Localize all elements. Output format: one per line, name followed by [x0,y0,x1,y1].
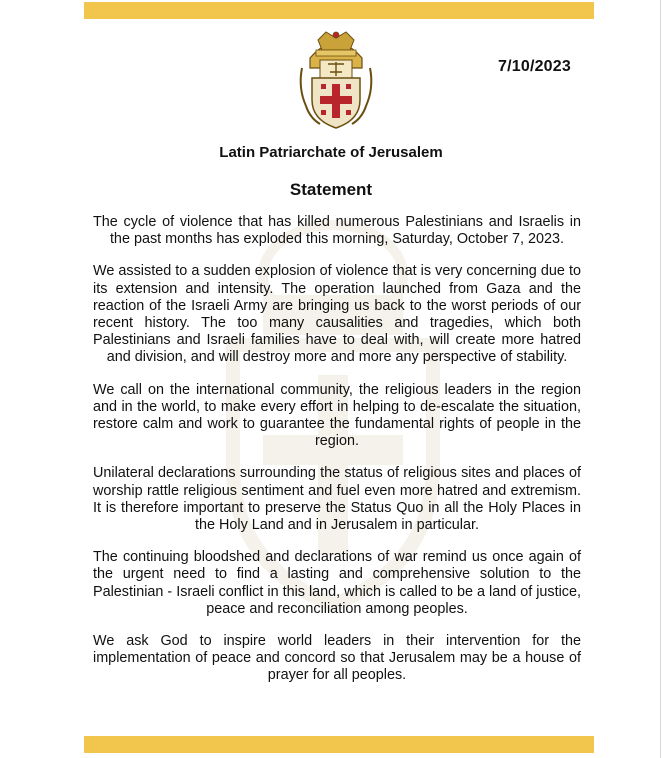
statement-date: 7/10/2023 [498,58,571,75]
paragraph: We ask God to inspire world leaders in their intervention for the implementation of peace and concord so that Jerusalem may be a house of prayer for all peoples. [93,633,581,684]
page-border [660,0,661,758]
organization-name: Latin Patriarchate of Jerusalem [219,144,443,161]
paragraph: We assisted to a sudden explosion of violence that is very concerning due to its extension and intensity. The operation launched from Gaza and the reaction of the Israeli Army are bringing us back to the worst periods of our recent history. The too many causalities and tragedies, which both Palestinians and Israeli families have to deal with, will create more hatred and division, and will destroy more and more any perspective of stability. [93,263,581,366]
paragraph: The continuing bloodshed and declarations of war remind us once again of the urgent need to find a lasting and comprehensive solution to the Palestinian - Israeli conflict in this land, which is called to be a land of justice, peace and reconciliation among peoples. [93,549,581,617]
top-accent-bar [84,2,594,19]
paragraph: We call on the international community, the religious leaders in the region and in the world, to make every effort in helping to de-escalate the situation, restore calm and work to guarantee the fundamental rights of people in the region. [93,381,581,450]
bottom-accent-bar [84,736,594,753]
paragraph: Unilateral declarations surrounding the status of religious sites and places of worship rattle religious sentiment and fuel even more hatred and extremism. It is therefore important to preserve the Status Quo in all the Holy Places in the Holy Land and in Jerusalem in particular. [93,465,581,534]
document-heading: Statement [289,180,373,199]
statement-body [93,214,581,700]
coat-of-arms-icon [296,28,376,132]
paragraph: The cycle of violence that has killed numerous Palestinians and Israelis in the past months has exploded this morning, Saturday, October 7, 2023. [93,214,581,248]
